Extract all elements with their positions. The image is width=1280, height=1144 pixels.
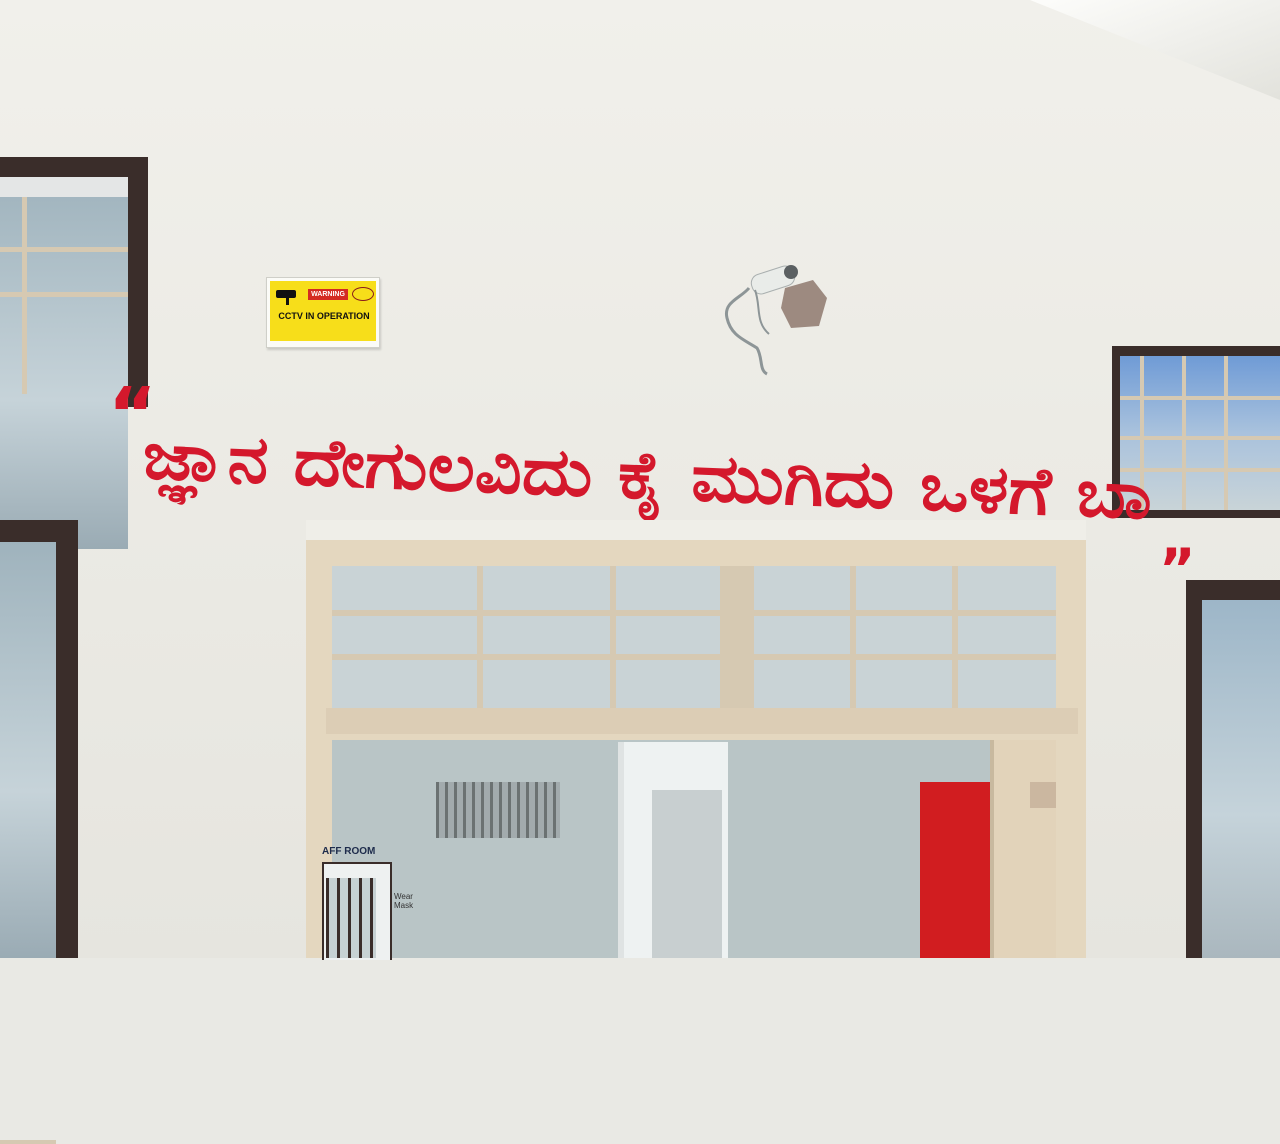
interior-inner-room: [652, 790, 722, 958]
camera-icon: [274, 285, 304, 307]
room-sign: AFF ROOM: [322, 846, 376, 857]
slogan-close-quote: „: [1160, 507, 1197, 570]
right-jamb: [1056, 740, 1086, 958]
brand-logo: [352, 287, 374, 301]
window-lower-left: [0, 520, 78, 958]
transom-sill: [326, 708, 1078, 734]
security-camera: [715, 258, 835, 378]
entrance-lintel-band: [306, 520, 1086, 540]
slogan-text: ಜ್ಞಾನ ದೇಗುಲವಿದು ಕೈ ಮುಗಿದು ಒಳಗೆ ಬಾ: [141, 417, 1056, 531]
warning-label: WARNING: [308, 289, 348, 300]
interior-vent: [436, 782, 560, 838]
staff-room-grill: [326, 878, 376, 958]
open-door-leaf: [990, 740, 1060, 958]
cctv-warning-sign: [266, 277, 380, 348]
window-lower-right: [1186, 580, 1280, 958]
transom-window: [332, 566, 1056, 712]
cctv-text: CCTV IN OPERATION: [278, 311, 370, 321]
window-top-left-grid: [0, 177, 128, 394]
slogan-open-quote: “: [108, 372, 157, 458]
notice-text: Wear Mask: [394, 892, 414, 910]
